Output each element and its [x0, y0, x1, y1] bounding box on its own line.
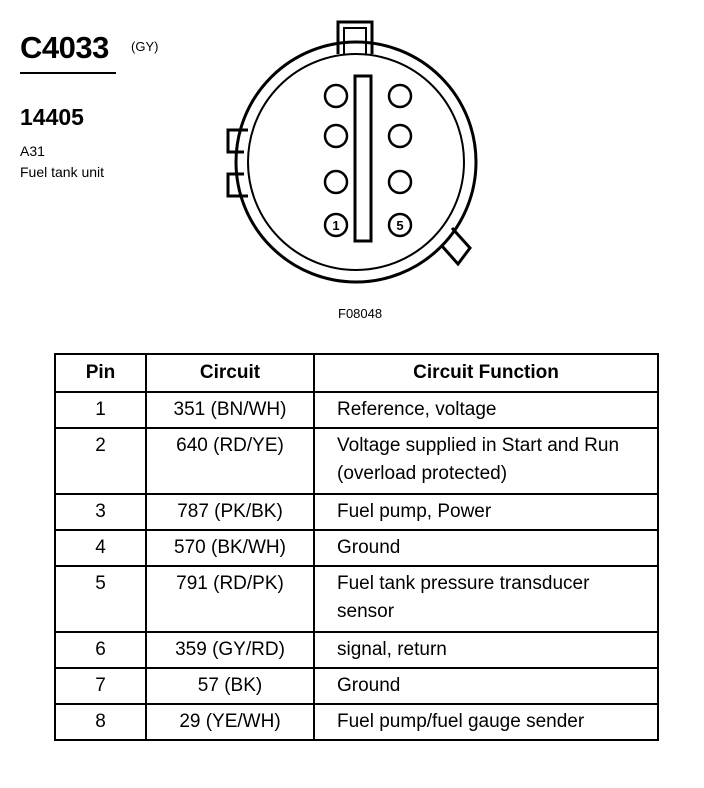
component-name: Fuel tank unit [20, 164, 105, 180]
part-number: 14405 [20, 104, 84, 130]
connector-center-divider [355, 76, 371, 241]
pinout-table [54, 353, 659, 741]
location-code: A31 [20, 143, 45, 159]
cell-circuit: 359 (GY/RD) [146, 632, 314, 668]
cell-function: Fuel pump, Power [314, 494, 658, 530]
cell-function: Ground [314, 530, 658, 566]
cell-function: Fuel pump/fuel gauge sender [314, 704, 658, 740]
figure-id: F08048 [338, 306, 383, 321]
pin-cavity [389, 171, 411, 193]
cell-pin: 8 [55, 704, 146, 740]
pin-cavity [389, 125, 411, 147]
cell-circuit: 640 (RD/YE) [146, 428, 314, 494]
cell-pin: 5 [55, 566, 146, 632]
table-row [55, 530, 658, 566]
header-circuit-function: Circuit Function [314, 354, 658, 392]
connector-color-code: (GY) [131, 39, 159, 54]
cell-circuit: 791 (RD/PK) [146, 566, 314, 632]
cell-pin: 3 [55, 494, 146, 530]
pin-cavity [325, 125, 347, 147]
table-row [55, 392, 658, 428]
cell-circuit: 29 (YE/WH) [146, 704, 314, 740]
cell-function: signal, return [314, 632, 658, 668]
table-row [55, 494, 658, 530]
table-row [55, 704, 658, 740]
pin-cavity [325, 85, 347, 107]
cell-circuit: 351 (BN/WH) [146, 392, 314, 428]
cell-pin: 6 [55, 632, 146, 668]
pin-label-5: 5 [396, 218, 404, 233]
connector-id-underline [20, 72, 116, 74]
cell-pin: 4 [55, 530, 146, 566]
table-row [55, 632, 658, 668]
connector-id: C4033 [20, 30, 109, 65]
cell-function: Reference, voltage [314, 392, 658, 428]
cell-function: Fuel tank pressure transducer sensor [314, 566, 658, 632]
cell-circuit: 57 (BK) [146, 668, 314, 704]
connector-latch [442, 228, 470, 264]
table-row [55, 566, 658, 632]
pin-label-1: 1 [332, 218, 340, 233]
cell-circuit: 787 (PK/BK) [146, 494, 314, 530]
cell-function: Ground [314, 668, 658, 704]
cell-function: Voltage supplied in Start and Run (overload protected) [314, 428, 658, 494]
table-row [55, 668, 658, 704]
cell-pin: 7 [55, 668, 146, 704]
connector-face-diagram [218, 14, 498, 294]
pin-cavity [389, 85, 411, 107]
cell-circuit: 570 (BK/WH) [146, 530, 314, 566]
table-header-row [55, 354, 658, 392]
header-pin: Pin [55, 354, 146, 392]
cell-pin: 2 [55, 428, 146, 494]
cell-pin: 1 [55, 392, 146, 428]
pin-cavity [325, 171, 347, 193]
header-circuit: Circuit [146, 354, 314, 392]
table-row [55, 428, 658, 494]
